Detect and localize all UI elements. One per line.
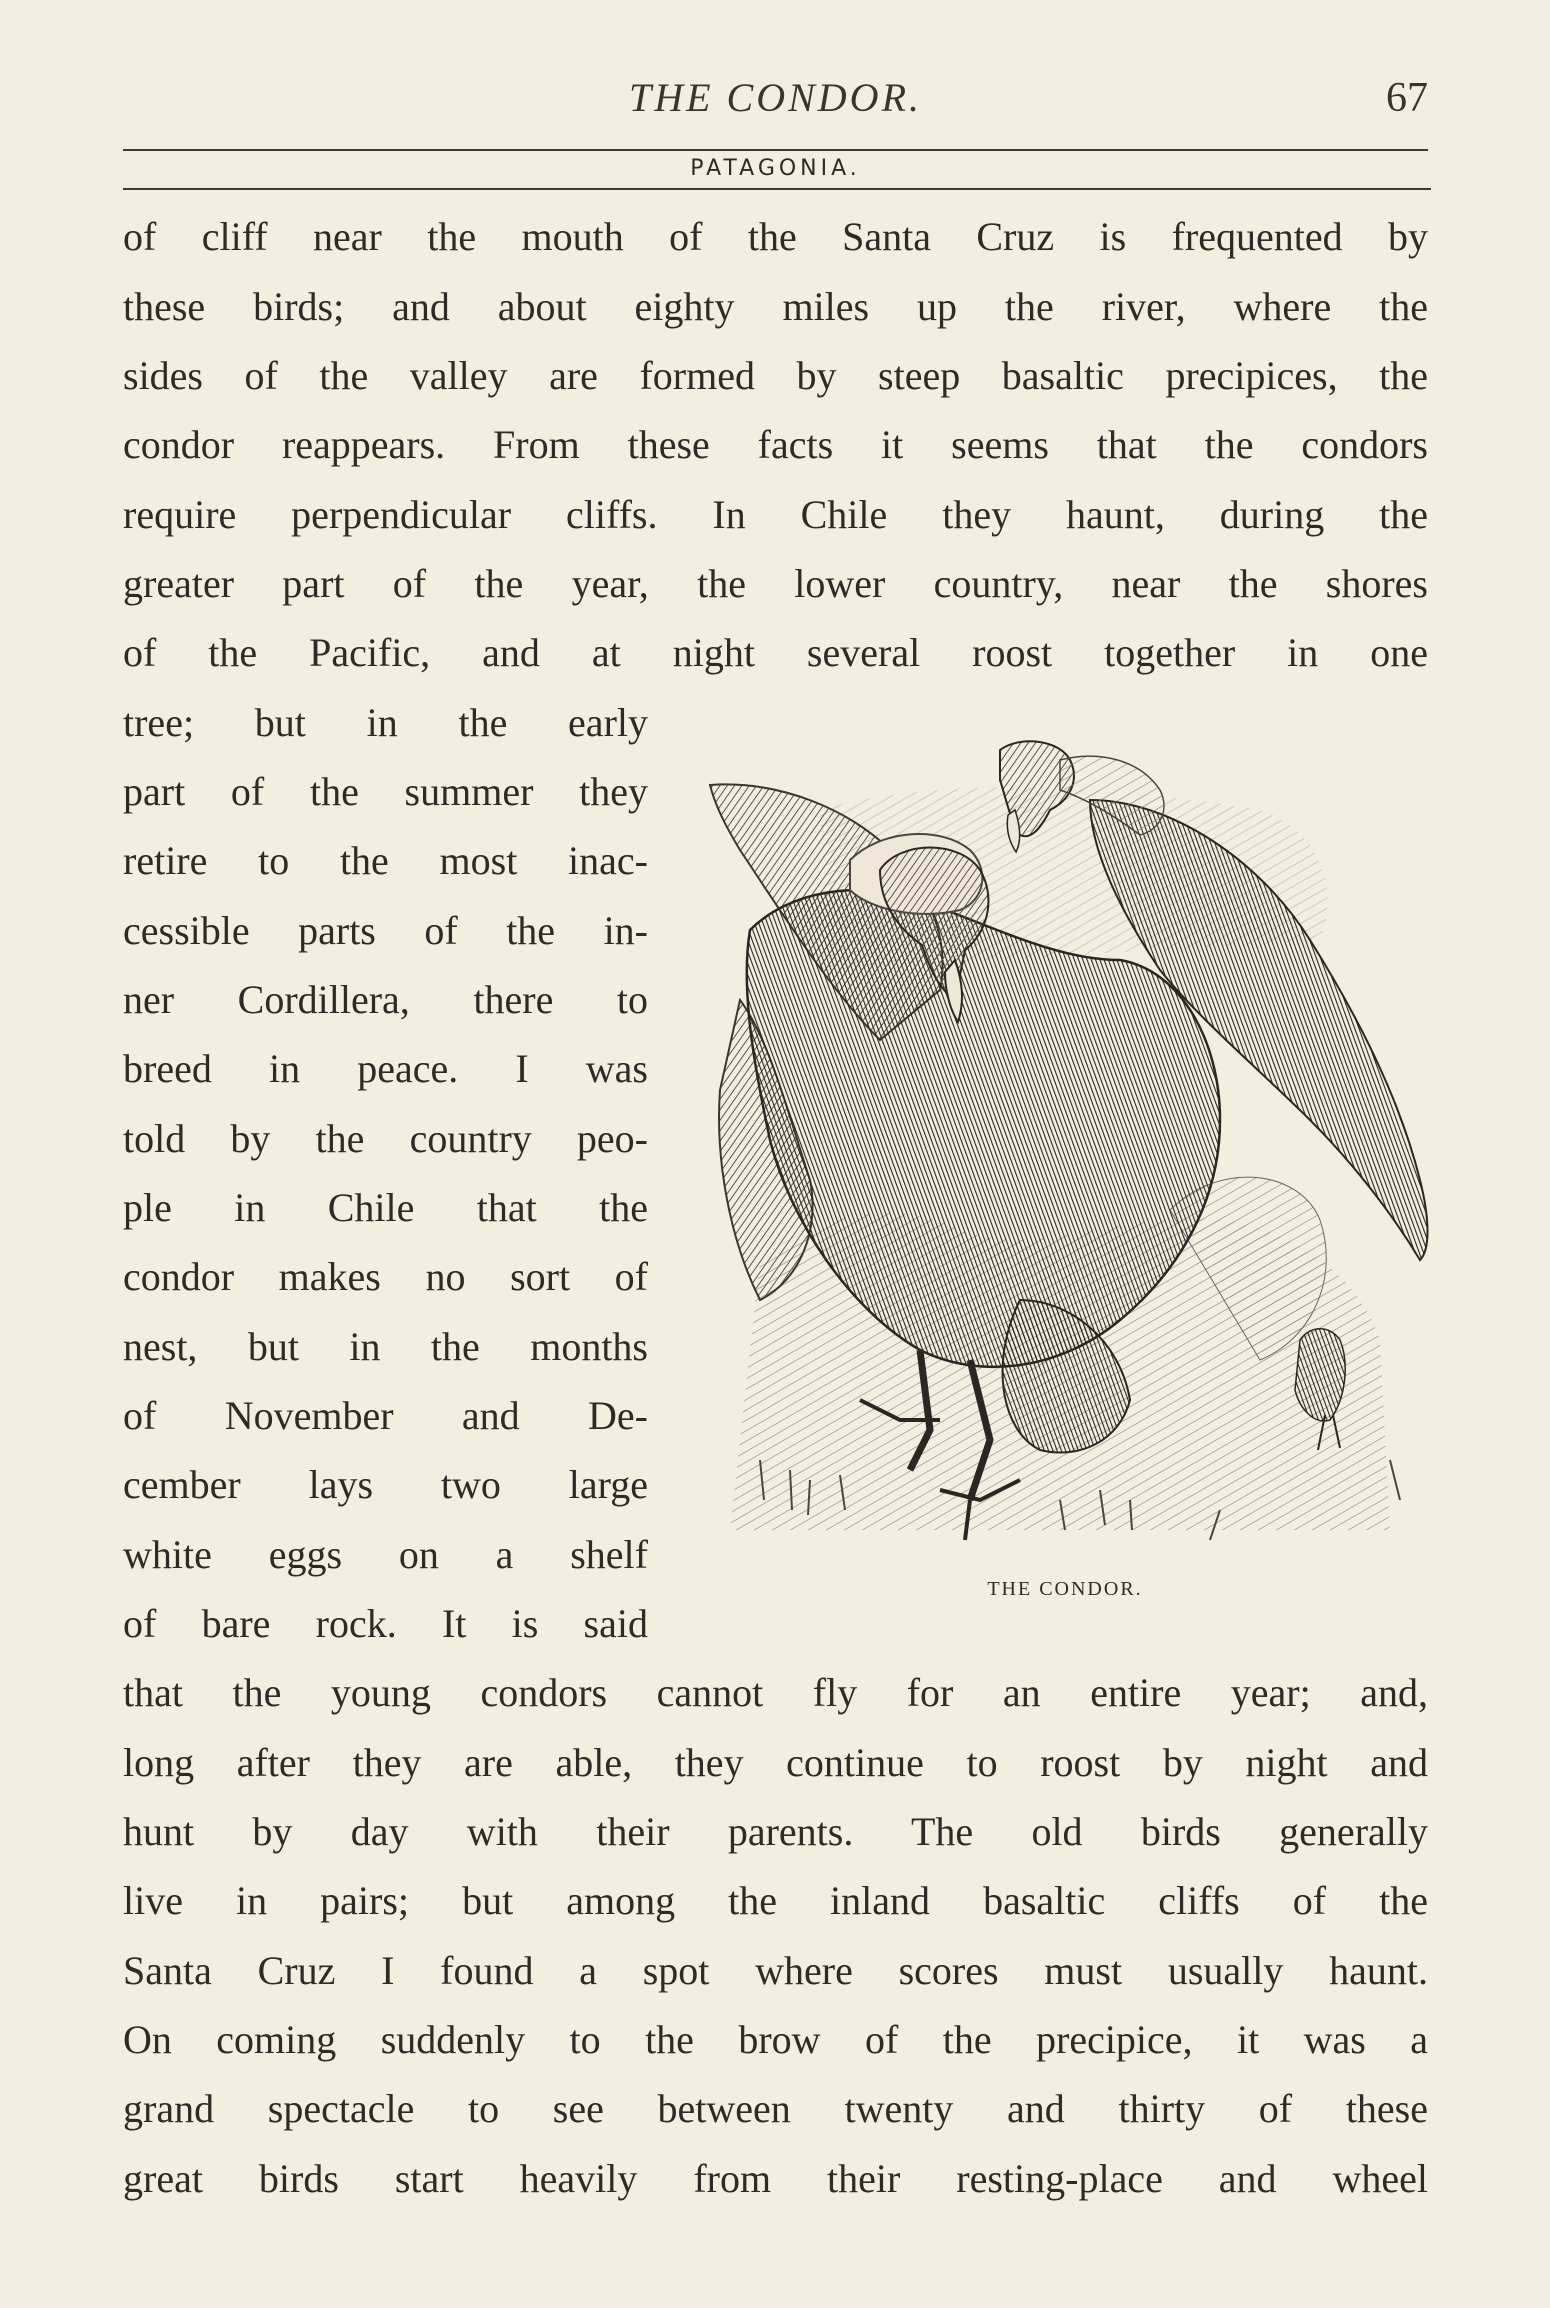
text-line: part of the summer they	[123, 769, 648, 814]
illustration-caption: THE CONDOR.	[987, 1578, 1143, 1600]
text-line: white eggs on a shelf	[123, 1532, 648, 1577]
text-line: these birds; and about eighty miles up the river, where the	[123, 284, 1428, 329]
text-line: nest, but in the months	[123, 1324, 648, 1369]
page-number: 67	[1386, 75, 1428, 121]
text-line: cessible parts of the in-	[123, 908, 648, 953]
text-line: condor makes no sort of	[123, 1254, 648, 1299]
section-subhead: PATAGONIA.	[690, 156, 861, 181]
text-line: that the young condors cannot fly for an entire year; and,	[123, 1670, 1428, 1715]
text-line: of bare rock. It is said	[123, 1601, 648, 1646]
text-line: hunt by day with their parents. The old birds generally	[123, 1809, 1428, 1854]
running-head	[123, 72, 1428, 132]
text-line: breed in peace. I was	[123, 1046, 648, 1091]
text-line: sides of the valley are formed by steep basaltic precipices, the	[123, 353, 1428, 398]
running-title: THE CONDOR.	[628, 75, 923, 120]
header-rule-top	[123, 149, 1428, 151]
text-line: retire to the most inac-	[123, 838, 648, 883]
text-line: greater part of the year, the lower country, near the shores	[123, 561, 1428, 606]
condor-engraving-icon	[700, 740, 1440, 1560]
text-line: ner Cordillera, there to	[123, 977, 648, 1022]
text-line: long after they are able, they continue to roost by night and	[123, 1740, 1428, 1785]
text-line: live in pairs; but among the inland basaltic cliffs of the	[123, 1878, 1428, 1923]
header-rule-bottom	[123, 188, 1431, 190]
text-line: Santa Cruz I found a spot where scores must usually haunt.	[123, 1948, 1428, 1993]
text-line: of November and De-	[123, 1393, 648, 1438]
text-line: tree; but in the early	[123, 700, 648, 745]
text-line: cember lays two large	[123, 1462, 648, 1507]
text-line: condor reappears. From these facts it seems that the condors	[123, 422, 1428, 467]
text-line: told by the country peo-	[123, 1116, 648, 1161]
text-line: of cliff near the mouth of the Santa Cruz is frequented by	[123, 214, 1428, 259]
condor-illustration	[700, 740, 1440, 1560]
text-line: require perpendicular cliffs. In Chile they haunt, during the	[123, 492, 1428, 537]
text-line: ple in Chile that the	[123, 1185, 648, 1230]
text-line: of the Pacific, and at night several roost together in one	[123, 630, 1428, 675]
text-line: On coming suddenly to the brow of the precipice, it was a	[123, 2017, 1428, 2062]
text-line: grand spectacle to see between twenty and thirty of these	[123, 2086, 1428, 2131]
text-line: great birds start heavily from their resting-place and wheel	[123, 2156, 1428, 2201]
